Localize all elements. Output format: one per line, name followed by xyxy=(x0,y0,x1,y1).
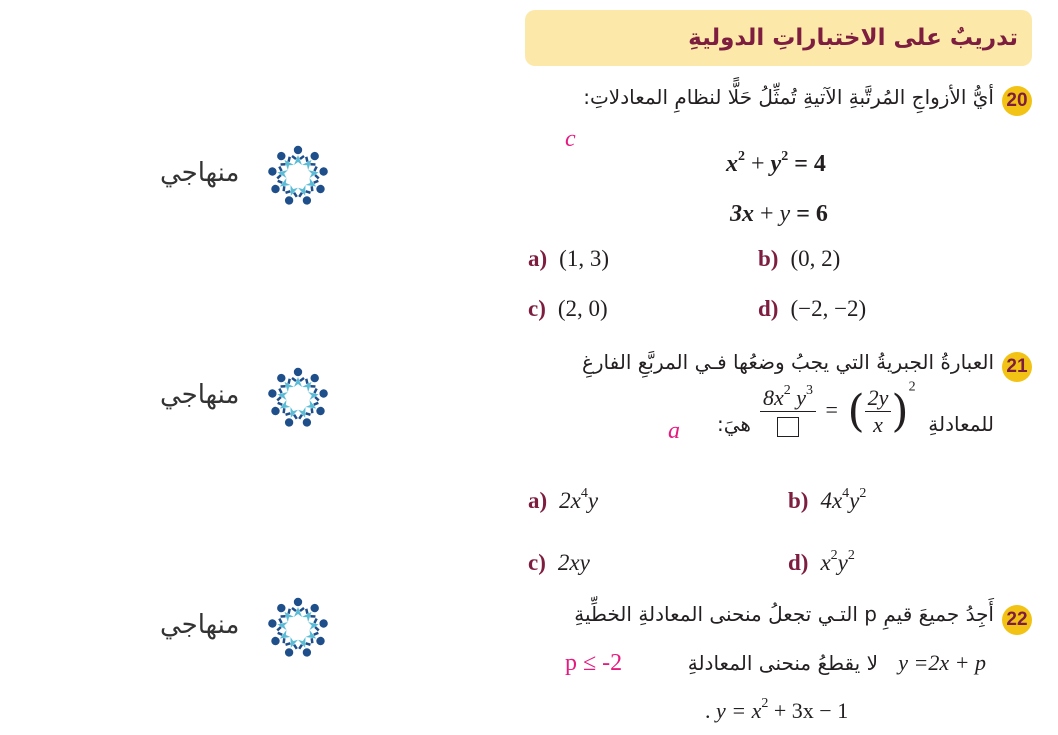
option-a[interactable]: a) (1, 3) xyxy=(528,246,609,271)
option-b[interactable]: b) (0, 2) xyxy=(758,246,841,271)
rhs-fraction: $\frac{2y}{x}$ xyxy=(865,385,892,438)
logo-mark-icon xyxy=(263,138,333,214)
question-number-badge: 22 xyxy=(1002,605,1032,635)
question-22-text-2: لا يقطعُ منحنى المعادلةِ xyxy=(687,651,878,675)
question-number-badge: 20 xyxy=(1002,86,1032,116)
question-number-badge: 21 xyxy=(1002,352,1032,382)
logo xyxy=(155,138,365,218)
answer-annotation: a xyxy=(668,418,680,444)
logo-mark-icon xyxy=(263,360,333,436)
curve-equation: . $y = x^2 + 3x - 1$ xyxy=(705,696,849,723)
answer-annotation: p ≤ -2 xyxy=(565,650,623,676)
logo xyxy=(155,590,365,670)
question-21-text-2: للمعادلةِ xyxy=(928,412,994,436)
logo-text: منهاجي xyxy=(160,610,240,640)
section-title: تدريبٌ على الاختباراتِ الدوليةِ xyxy=(688,25,1018,51)
lhs-fraction: $8x^2$ $y^3$ xyxy=(760,385,816,438)
answer-annotation: c xyxy=(565,126,576,152)
option-c[interactable]: c) (2, 0) xyxy=(528,296,608,321)
empty-box xyxy=(777,417,799,437)
option-d[interactable]: d) (−2, −2) xyxy=(758,296,867,321)
line-equation: y =2x + p xyxy=(898,650,986,675)
option-c[interactable]: c) 2xy xyxy=(528,550,590,575)
question-22-text: أَجِدُ جميعَ قيمِ p التـي تجعلُ منحنى المعادلةِ الخطِّيةِ xyxy=(574,602,994,626)
logo xyxy=(155,360,365,440)
option-b[interactable]: b) $4x^4y^2$ xyxy=(788,486,867,513)
option-d[interactable]: d) $x^2y^2$ xyxy=(788,548,855,575)
question-21-hiya: هيَ: xyxy=(717,412,751,436)
option-a[interactable]: a) $2x^4y$ xyxy=(528,486,599,513)
logo-mark-icon xyxy=(263,590,333,666)
question-21-text: العبارةُ الجبريةُ التي يجبُ وضعُها فـي المربَّعِ الفارغِ xyxy=(581,350,994,374)
question-20-text: أيُّ الأزواجِ المُرتَّبةِ الآتيةِ تُمثِّلُ حَلًّا لنظامِ المعادلاتِ: xyxy=(583,85,994,109)
logo-text: منهاجي xyxy=(160,158,240,188)
equation-2: 3x + y = 6 xyxy=(730,201,828,227)
equation-21: $8x^2$ $y^3$ = ( $\frac{2y}{x}$ )$^2$ xyxy=(760,385,916,438)
equation-1: $x^2 + y^2 = 4$ xyxy=(726,149,826,177)
logo-text: منهاجي xyxy=(160,380,240,410)
